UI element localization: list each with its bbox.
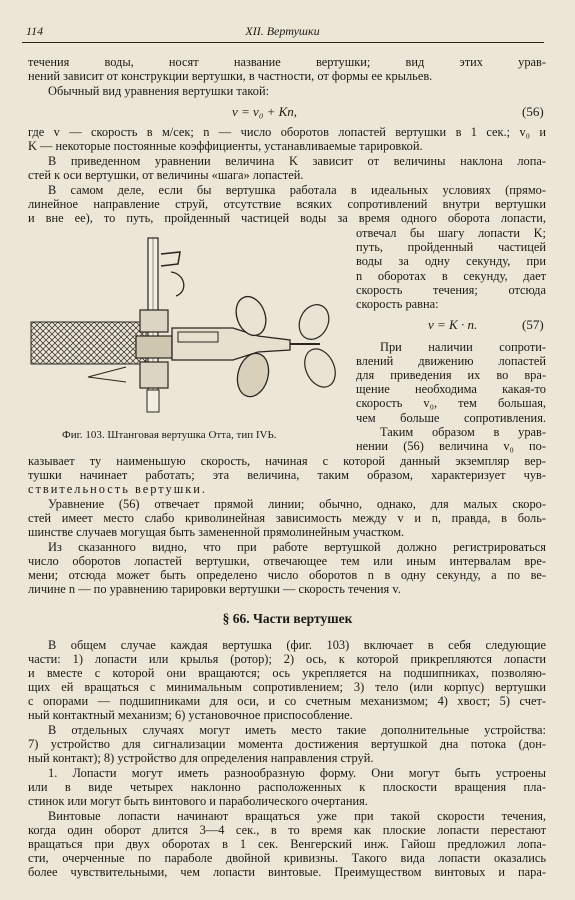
equation-56: v = v₀ + Kn, bbox=[232, 104, 298, 119]
text-line: Из сказанного видно, что при работе вертушкой должно регистрироваться bbox=[48, 540, 546, 554]
text-line: стинок или могут быть винтового и параболического очертания. bbox=[28, 794, 368, 808]
text-line: течения воды, носят название вертушки; вид этих урав- bbox=[28, 55, 546, 69]
text-line: шинстве случаев могущая быть замененной прямолинейным участком. bbox=[28, 525, 405, 539]
text-line: сти, очерченные по параболе двойной кривизны. Такого вида лопасти оказались bbox=[28, 851, 546, 865]
text-line: отвечал бы шагу лопасти K; bbox=[356, 226, 546, 240]
figure-103-ott-current-meter bbox=[28, 232, 350, 427]
running-header bbox=[20, 24, 545, 42]
text-line: В общем случае каждая вертушка (фиг. 103) включает в себя следующие bbox=[48, 638, 546, 652]
text-line: скорость течения; отсюда bbox=[356, 283, 546, 297]
text-line: 1. Лопасти могут иметь разнообразную форму. Они могут быть устроены bbox=[48, 766, 546, 780]
text-line: вращаться при двух оборотах в 1 сек. Венгерский инж. Гайош предложил лопа- bbox=[28, 837, 546, 851]
running-title: XII. Вертушки bbox=[245, 24, 320, 38]
text-line: нении (56) величина v₀ по- bbox=[356, 439, 546, 453]
equation-57: v = K · n. bbox=[428, 317, 478, 332]
section-heading: § 66. Части вертушек bbox=[222, 611, 353, 626]
text-line: и вне ее), то путь, пройденный частицей воды за время одного оборота лопасти, bbox=[28, 211, 546, 225]
text-line: щих ей вращаться с минимальным сопротивлением; 3) тело (или корпус) вертушки bbox=[28, 680, 546, 694]
text-line: Таким образом в урав- bbox=[380, 425, 546, 439]
header-rule bbox=[22, 42, 544, 43]
text-line: n оборотах в секунду, дает bbox=[356, 269, 546, 283]
text-line: линейное направление струй, отсутствие всяких сопротивлений внутри вертушки bbox=[28, 197, 546, 211]
text-line: более чувствительными, чем лопасти винтовые. Преимуществом винтовых и пара- bbox=[28, 865, 546, 879]
text-line: ствительность вертушки. bbox=[28, 482, 207, 496]
text-line: части: 1) лопасти или крылья (ротор); 2) ось, к которой прикрепляются лопасти bbox=[28, 652, 546, 666]
text-line: когда один оборот длится 3—4 сек., в то время как плоские лопасти перестают bbox=[28, 823, 546, 837]
text-line: щение необходима какая-то bbox=[356, 382, 546, 396]
text-line: чем больше сопротивления. bbox=[356, 411, 546, 425]
equation-57-number: (57) bbox=[522, 317, 544, 332]
text-line: и вместе с которой они вращаются; ось укрепляется на подшипниках, позволяю- bbox=[28, 666, 546, 680]
text-line: ный контакт); 8) устройство для определения направления струй. bbox=[28, 751, 374, 765]
text-line: для приведения их во вра- bbox=[356, 368, 546, 382]
equation-56-number: (56) bbox=[522, 104, 544, 119]
text-line: При наличии сопроти- bbox=[380, 340, 546, 354]
text-line: нений зависит от конструкции вертушки, в частности, от формы ее крыльев. bbox=[28, 69, 433, 83]
text-line: личине n — по уравнению тарировки вертушки — скорость течения v. bbox=[28, 582, 401, 596]
text-line: Уравнение (56) отвечает прямой линии; обычно, однако, для малых скоро- bbox=[48, 497, 546, 511]
text-line: путь, пройденный частицей bbox=[356, 240, 546, 254]
text-line: с опорами — подшипниками для оси, и со счетным механизмом; 4) хвост; 5) счет- bbox=[28, 694, 546, 708]
text-line: воды за одну секунду, при bbox=[356, 254, 546, 268]
text-line: где v — скорость в м/сек; n — число оборотов лопастей вертушки в 1 сек.; v₀ и bbox=[28, 125, 546, 139]
text-line: Винтовые лопасти начинают вращаться уже при такой скорости течения, bbox=[48, 809, 546, 823]
figure-caption: Фиг. 103. Штанговая вертушка Отта, тип IVЬ. bbox=[62, 429, 277, 441]
text-line: 7) устройство для сигнализации момента достижения вертушкой дна потока (дон- bbox=[28, 737, 546, 751]
text-line: В самом деле, если бы вертушка работала в идеальных условиях (прямо- bbox=[48, 183, 546, 197]
text-line: Обычный вид уравнения вертушки такой: bbox=[48, 84, 270, 98]
text-line: скорость равна: bbox=[356, 297, 439, 311]
text-line: В отдельных случаях могут иметь место такие дополнительные устройства: bbox=[48, 723, 546, 737]
page-number: 114 bbox=[26, 24, 44, 38]
text-line: казывает ту наименьшую скорость, начиная с которой данный экземпляр вер- bbox=[28, 454, 546, 468]
text-line: скорость v₀, тем большая, bbox=[356, 396, 546, 410]
text-line: стей к оси вертушки, от величины «шага» лопастей. bbox=[28, 168, 304, 182]
text-line: влений движению лопастей bbox=[356, 354, 546, 368]
text-line: K — некоторые постоянные коэффициенты, устанавливаемые тарировкой. bbox=[28, 139, 423, 153]
text-line: ный контактный механизм; 6) установочное приспособление. bbox=[28, 708, 353, 722]
text-line: В приведенном уравнении величина K зависит от величины наклона лопа- bbox=[48, 154, 546, 168]
text-line: число оборотов лопастей вертушки, отвечающее тем или иным интервалам вре- bbox=[28, 554, 546, 568]
text-line: тушки начинает работать; эта величина, таким образом, характеризует чув- bbox=[28, 468, 546, 482]
text-line: мени; отсюда может быть определено число оборотов n в одну секунду, а по ве- bbox=[28, 568, 546, 582]
text-line: или в виде четырех наклонно расположенных к плоскости вращения пла- bbox=[28, 780, 546, 794]
text-line: стей имеет место слабо криволинейная зависимость между v и n, правда, в боль- bbox=[28, 511, 546, 525]
